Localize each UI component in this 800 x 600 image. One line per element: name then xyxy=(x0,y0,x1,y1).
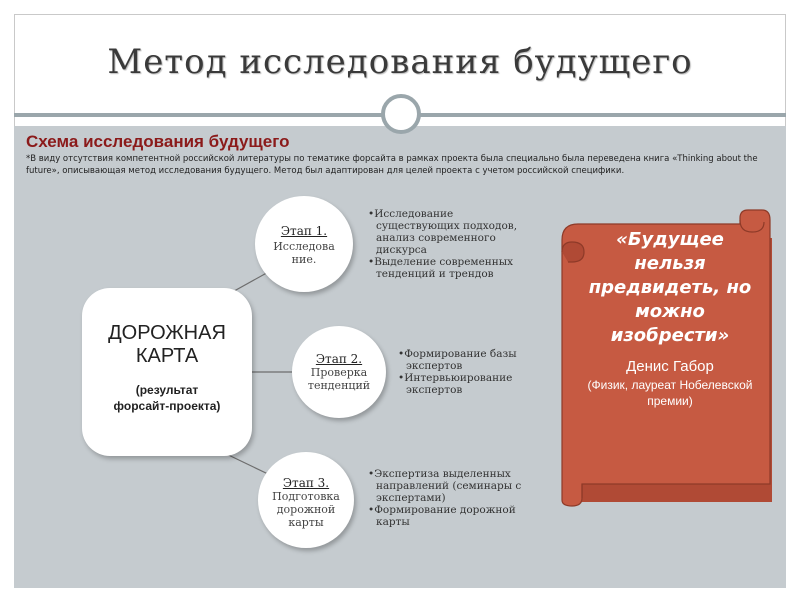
quote-author: Денис Габор xyxy=(626,358,714,375)
stage-3-desc-line3: карты xyxy=(288,516,324,529)
stage-3-bullet: •Формирование дорожной карты xyxy=(368,504,516,528)
stage-1-desc-line2: ние. xyxy=(291,253,317,266)
scheme-subtitle: Схема исследования будущего xyxy=(26,132,290,151)
quote-block xyxy=(580,228,760,409)
stage-3-bullet: •Экспертиза выделенных направлений (семинары с экспертами) xyxy=(368,468,522,504)
stage-1-bullet: •Исследование существующих подходов, анализ современного дискурса xyxy=(368,208,518,256)
quote-author-description: (Физик, лауреат Нобелевской премии) xyxy=(587,378,753,408)
stage-1-desc-line1: Исследова xyxy=(273,240,335,253)
roadmap-box xyxy=(82,288,252,456)
stage-2-bubble xyxy=(292,326,386,418)
stage-1-bubble xyxy=(255,196,353,292)
stage-3-desc-line1: Подготовка xyxy=(272,490,340,503)
stage-3-title: Этап 3. xyxy=(282,476,330,490)
roadmap-subtitle-line1: (результат xyxy=(135,383,199,397)
roadmap-title xyxy=(82,322,252,368)
stage-2-bullet: •Формирование базы экспертов xyxy=(398,348,517,372)
roadmap-title-line2: КАРТА xyxy=(135,345,199,367)
roadmap-subtitle xyxy=(82,382,252,414)
slide-title: Метод исследования будущего xyxy=(107,42,693,82)
stage-2-desc-line1: Проверка xyxy=(310,366,368,379)
stage-3-desc-line2: дорожной xyxy=(276,503,336,516)
stage-2-bullet: •Интервьюирование экспертов xyxy=(398,372,513,396)
stage-1-bullets xyxy=(368,208,528,280)
stage-2-title: Этап 2. xyxy=(315,352,363,366)
roadmap-title-line1: ДОРОЖНАЯ xyxy=(108,322,226,344)
scheme-note: *В виду отсутствия компетентной российской литературы по тематике форсайта в рамках проекта была специально была переведена книга «Thinking about the future», описывающая метод исследования будущего. Метод был адаптирован для целей проекта с учетом российской специфики. xyxy=(26,154,758,176)
stage-3-bubble xyxy=(258,452,354,548)
stage-1-bullet: •Выделение современных тенденций и трендов xyxy=(368,256,514,280)
stage-2-desc-line2: тенденций xyxy=(307,379,371,392)
stage-2-bullets xyxy=(398,348,528,396)
stage-1-title: Этап 1. xyxy=(280,224,328,238)
stage-3-bullets xyxy=(368,468,528,528)
quote-text: «Будущее нельзя предвидеть, но можно изобрести» xyxy=(588,229,752,346)
roadmap-subtitle-line2: форсайт-проекта) xyxy=(113,399,221,413)
